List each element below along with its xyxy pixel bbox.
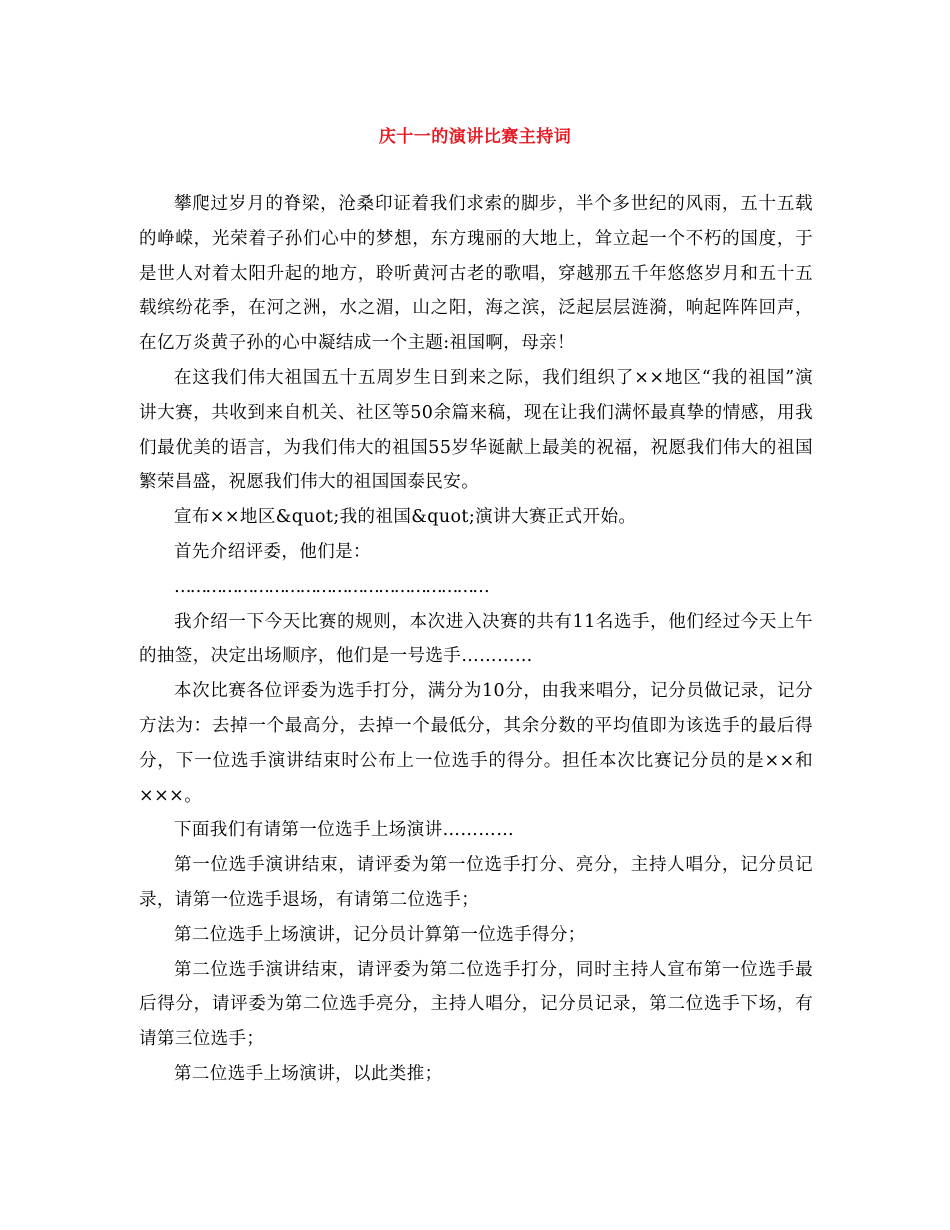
paragraph-opening: 攀爬过岁月的脊梁，沧桑印证着我们求索的脚步，半个多世纪的风雨，五十五载的峥嵘，光荣着子孙们心中的梦想，东方瑰丽的大地上，耸立起一个不朽的国度，于是世人对着太阳升起的地方，聆听黄河古老的歌唱，穿越那五千年悠悠岁月和五十五载缤纷花季，在河之洲，水之湄，山之阳，海之滨，泛起层层涟漪，响起阵阵回声，在亿万炎黄子孙的心中凝结成一个主题:祖国啊，母亲！ (139, 194, 813, 354)
document-title: 庆十一的演讲比赛主持词 (378, 127, 572, 147)
paragraph-judges-intro: 首先介绍评委，他们是： (174, 541, 371, 562)
paragraph-announcement: 宣布××地区&quot;我的祖国&quot;演讲大赛正式开始。 (174, 507, 637, 528)
document-body (139, 187, 813, 1092)
paragraph-ellipsis-line: …………………………………………………… (174, 576, 489, 597)
paragraph-rules: 我介绍一下今天比赛的规则，本次进入决赛的共有11名选手，他们经过今天上午的抽签，决定出场顺序，他们是一号选手………… (139, 611, 813, 667)
paragraph-and-so-on: 第二位选手上场演讲，以此类推； (174, 1063, 443, 1084)
paragraph-second-finished: 第二位选手演讲结束，请评委为第二位选手打分，同时主持人宣布第一位选手最后得分，请评委为第二位选手亮分，主持人唱分，记分员记录，第二位选手下场，有请第三位选手； (139, 959, 813, 1050)
paragraph-second-on-stage: 第二位选手上场演讲，记分员计算第一位选手得分； (174, 924, 586, 945)
paragraph-first-contestant: 下面我们有请第一位选手上场演讲………… (174, 820, 515, 841)
paragraph-introduction: 在这我们伟大祖国五十五周岁生日到来之际，我们组织了××地区“我的祖国”演讲大赛，共收到来自机关、社区等50余篇来稿，现在让我们满怀最真挚的情感，用我们最优美的语言，为我们伟大的祖国55岁华诞献上最美的祝福，祝愿我们伟大的祖国繁荣昌盛，祝愿我们伟大的祖国国泰民安。 (139, 367, 813, 493)
paragraph-first-finished: 第一位选手演讲结束，请评委为第一位选手打分、亮分，主持人唱分，记分员记录，请第一位选手退场，有请第二位选手； (139, 855, 813, 910)
paragraph-scoring: 本次比赛各位评委为选手打分，满分为10分，由我来唱分，记分员做记录，记分方法为：去掉一个最高分，去掉一个最低分，其余分数的平均值即为该选手的最后得分，下一位选手演讲结束时公布上一位选手的得分。担任本次比赛记分员的是××和×××。 (139, 681, 813, 806)
